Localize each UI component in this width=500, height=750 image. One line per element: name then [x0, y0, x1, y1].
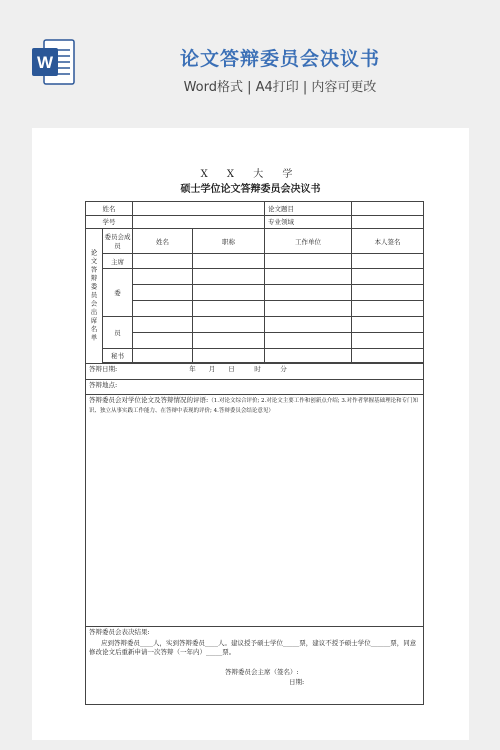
role-member-2: 员 — [103, 317, 133, 349]
page-title: 论文答辩委员会决议书 — [179, 48, 380, 70]
role-secretary: 秘书 — [103, 349, 133, 363]
chair-signature: 答辩委员会主席（签名）: — [225, 668, 299, 676]
member-cell[interactable] — [265, 269, 352, 285]
label-name: 姓名 — [86, 202, 133, 216]
chair-title-cell[interactable] — [193, 254, 265, 269]
field-major[interactable] — [352, 215, 424, 229]
member-cell[interactable] — [352, 285, 424, 301]
member-cell[interactable] — [265, 285, 352, 301]
evaluation-title: 答辩委员会对学位论文及答辩情况的评语: — [89, 396, 209, 404]
member-cell[interactable] — [193, 269, 265, 285]
member-cell[interactable] — [133, 269, 193, 285]
university-name: X X 大 学 — [200, 169, 301, 180]
role-chair: 主席 — [103, 254, 133, 269]
defense-date-row[interactable] — [86, 364, 424, 380]
role-member-1: 委 — [103, 269, 133, 317]
member-cell[interactable] — [133, 285, 193, 301]
member-cell[interactable] — [193, 301, 265, 317]
defense-date-parts: 年 月 日 时 分 — [189, 365, 287, 373]
field-student-id[interactable] — [133, 215, 265, 229]
secretary-cell[interactable] — [193, 349, 265, 363]
label-thesis-topic: 论文题目 — [265, 202, 352, 216]
document-page — [32, 128, 469, 740]
decision-form-table — [85, 201, 424, 705]
evaluation-box[interactable] — [86, 395, 424, 627]
sign-date: 日期: — [289, 678, 305, 686]
chair-sign-cell[interactable] — [352, 254, 424, 269]
chair-name-cell[interactable] — [133, 254, 193, 269]
page-subtitle: Word格式 | A4打印 | 内容可更改 — [183, 80, 377, 95]
secretary-cell[interactable] — [352, 349, 424, 363]
member-cell[interactable] — [133, 317, 193, 333]
member-cell[interactable] — [265, 333, 352, 349]
member-cell[interactable] — [352, 269, 424, 285]
word-icon-letter: W — [36, 53, 54, 72]
vote-title: 答辩委员会表决结果: — [89, 628, 150, 636]
member-cell[interactable] — [193, 333, 265, 349]
member-cell[interactable] — [352, 333, 424, 349]
member-cell[interactable] — [352, 301, 424, 317]
document-title: 硕士学位论文答辩委员会决议书 — [180, 184, 321, 195]
word-doc-icon — [30, 38, 76, 86]
defense-date-label: 答辩日期: — [89, 365, 118, 373]
member-cell[interactable] — [133, 333, 193, 349]
label-student-id: 学号 — [86, 215, 133, 229]
field-thesis-topic[interactable] — [352, 202, 424, 216]
evaluation-hint: （1.对论文综合评价; 2.对论文主要工作和创新点介绍; 3.对作者掌握基础理论和专门知识、独立从事实践工作能力、在答辩中表现的评价; 4.答辩委员会结论意见） — [89, 398, 419, 414]
chair-unit-cell[interactable] — [265, 254, 352, 269]
vote-text: 应到答辩委员____人，实到答辩委员____人。建议授予硕士学位_____票，建议不授予硕士学位______票，同意修改论文后重新申请一次答辩（一年内）_____票。 — [89, 639, 417, 656]
col-name: 姓名 — [133, 229, 193, 254]
col-unit: 工作单位 — [265, 229, 352, 254]
member-cell[interactable] — [193, 285, 265, 301]
label-major: 专业领域 — [265, 215, 352, 229]
defense-place-row[interactable] — [86, 379, 424, 395]
vote-box[interactable] — [86, 627, 424, 705]
member-cell[interactable] — [352, 317, 424, 333]
secretary-cell[interactable] — [265, 349, 352, 363]
member-cell[interactable] — [265, 301, 352, 317]
col-title: 职称 — [193, 229, 265, 254]
member-cell[interactable] — [265, 317, 352, 333]
member-cell[interactable] — [193, 317, 265, 333]
secretary-cell[interactable] — [133, 349, 193, 363]
col-signature: 本人签名 — [352, 229, 424, 254]
defense-place-label: 答辩地点: — [89, 380, 118, 389]
col-member: 委员会成员 — [103, 229, 133, 254]
field-name[interactable] — [133, 202, 265, 216]
member-cell[interactable] — [133, 301, 193, 317]
committee-side-label: 论文答辩委员会出席名单 — [86, 229, 103, 364]
header — [0, 0, 500, 110]
